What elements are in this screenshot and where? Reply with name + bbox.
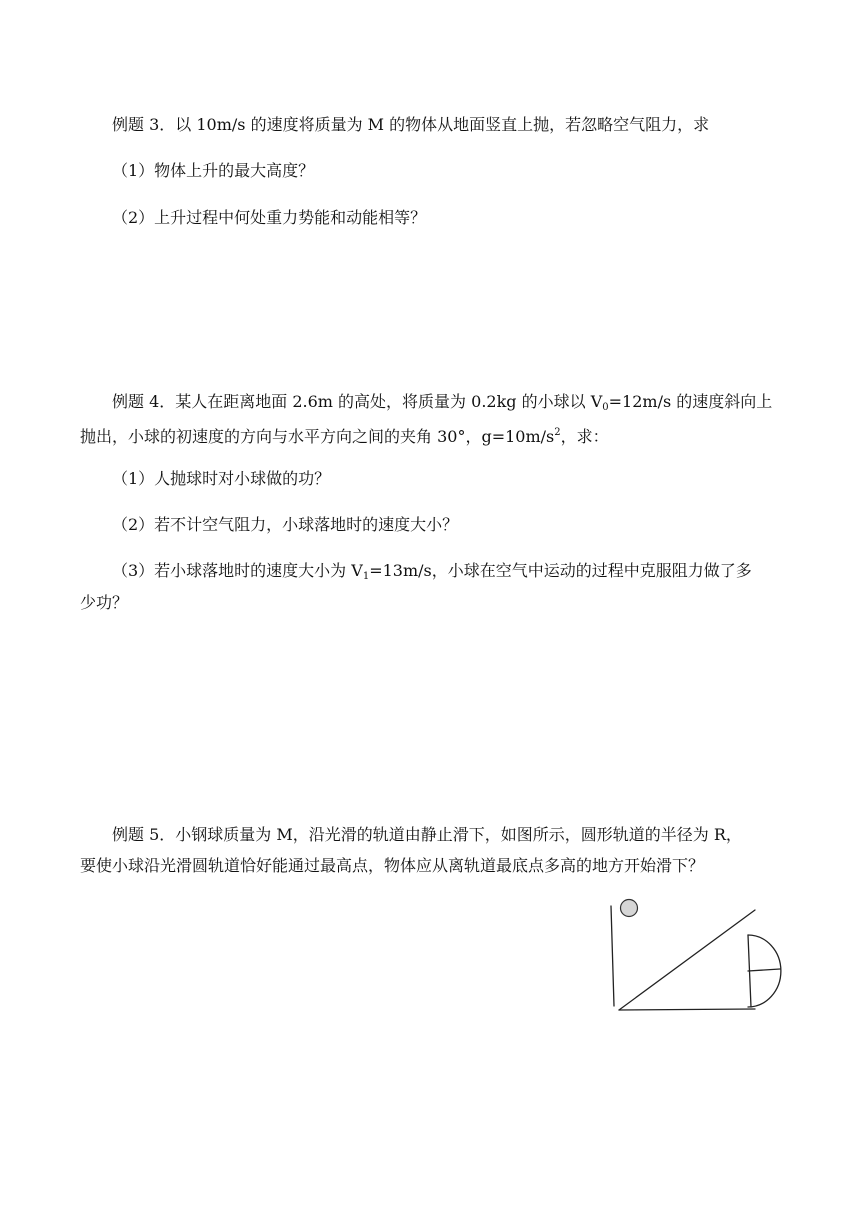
steel-ball bbox=[621, 900, 638, 917]
example-4-stem-line-2 bbox=[80, 422, 609, 444]
v1-subscript: 1 bbox=[362, 571, 370, 582]
example-4-stem-line-1 bbox=[112, 391, 772, 413]
example-4-stem-line-2-text-a: 抛出，小球的初速度的方向与水平方向之间的夹角 30°，g=10m/s bbox=[80, 427, 555, 446]
loop-diameter bbox=[748, 969, 780, 971]
incline-track bbox=[619, 910, 755, 1010]
example-4-question-3-line-1 bbox=[112, 560, 752, 582]
example-4-question-3-text-a: （3）若小球落地时的速度大小为 V bbox=[112, 561, 363, 580]
vertical-wall bbox=[611, 906, 614, 1006]
v0-subscript: 0 bbox=[602, 402, 609, 413]
example-4-question-2: （2）若不计空气阻力，小球落地时的速度大小？ bbox=[112, 515, 459, 534]
g-unit-superscript: 2 bbox=[554, 427, 561, 438]
example-3-question-2: （2）上升过程中何处重力势能和动能相等？ bbox=[112, 208, 427, 227]
example-5-stem-line-1: 例题 5．小钢球质量为 M，沿光滑的轨道由静止滑下，如图所示，圆形轨道的半径为 R， bbox=[112, 825, 742, 844]
track-diagram bbox=[600, 890, 790, 1020]
example-5-stem-line-2: 要使小球沿光滑圆轨道恰好能通过最高点，物体应从离轨道最底点多高的地方开始滑下？ bbox=[80, 856, 705, 875]
example-4-stem-line-1-text-a: 例题 4．某人在距离地面 2.6m 的高处，将质量为 0.2kg 的小球以 V bbox=[112, 392, 603, 411]
example-3-question-1: （1）物体上升的最大高度？ bbox=[112, 161, 315, 180]
example-3-stem: 例题 3．以 10m/s 的速度将质量为 M 的物体从地面竖直上抛，若忽略空气阻力，求 bbox=[112, 115, 710, 134]
example-4-question-3-text-b: =13m/s，小球在空气中运动的过程中克服阻力做了多 bbox=[369, 561, 752, 580]
example-4-stem-line-2-text-b: ，求： bbox=[560, 427, 609, 446]
example-4-stem-line-1-text-b: =12m/s 的速度斜向上 bbox=[608, 392, 773, 411]
example-4-question-3-line-2: 少功？ bbox=[80, 593, 129, 612]
ground-line bbox=[619, 1009, 755, 1010]
example-4-question-1: （1）人抛球时对小球做的功？ bbox=[112, 469, 331, 488]
